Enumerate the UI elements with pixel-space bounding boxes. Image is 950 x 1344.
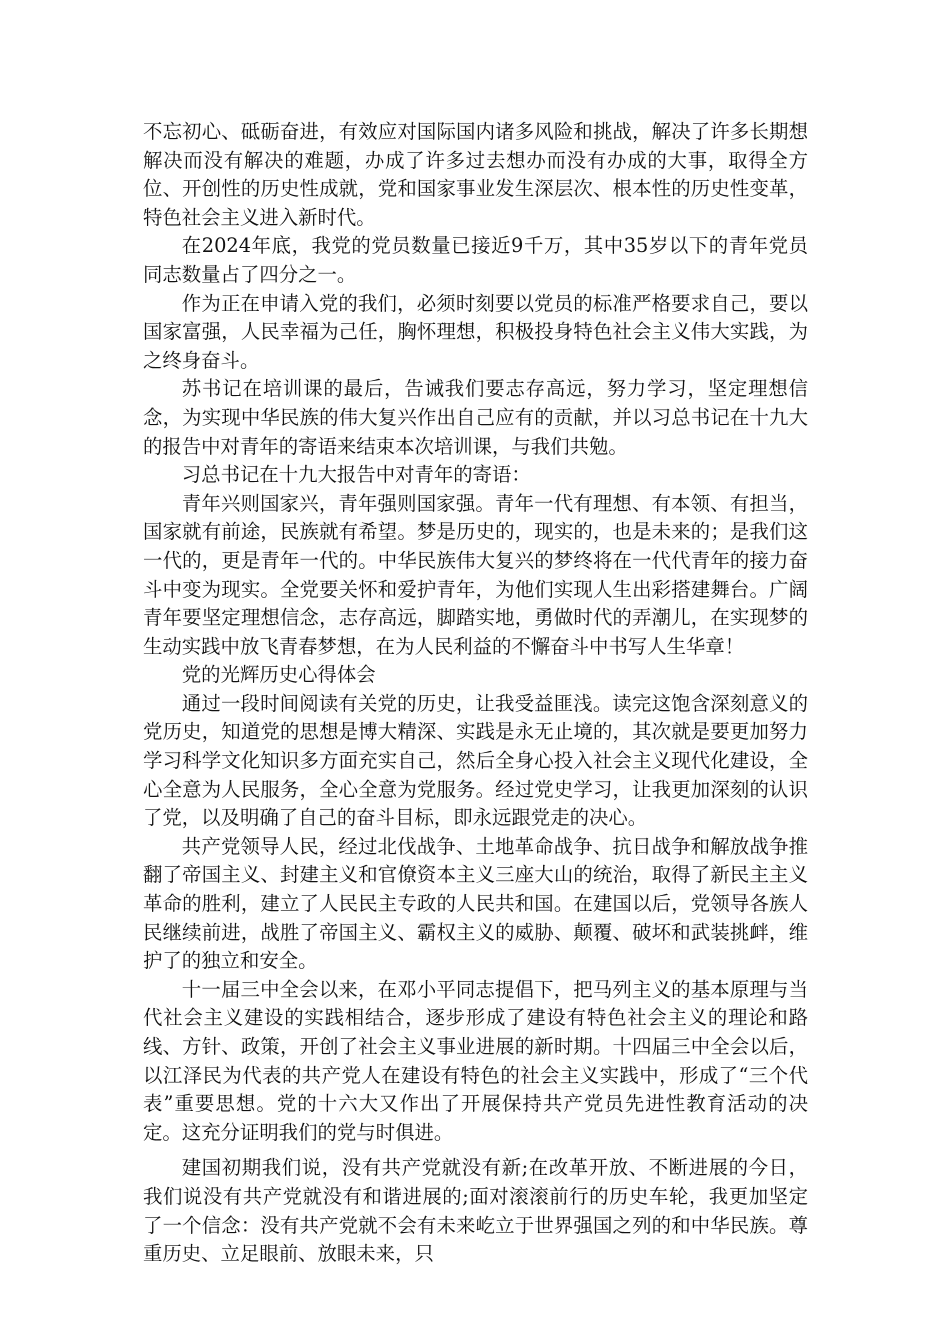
paragraph-6: 青年兴则国家兴，青年强则国家强。青年一代有理想、有本领、有担当，国家就有前途，民族就有希望。梦是历史的，现实的，也是未来的；是我们这一代的，更是青年一代的。中华民族伟大复兴的梦终将在一代代青年的接力奋斗中变为现实。全党要关怀和爱护青年，为他们实现人生出彩搭建舞台。广阔青年要坚定理想信念，志存高远，脚踏实地，勇做时代的弄潮儿，在实现梦的生动实践中放飞青春梦想，在为人民利益的不懈奋斗中书写人生华章！ — [143, 491, 808, 658]
paragraph-4: 苏书记在培训课的最后，告诫我们要志存高远，努力学习，坚定理想信念，为实现中华民族的伟大复兴作出自己应有的贡献，并以习总书记在十九大的报告中对青年的寄语来结束本次培训课，与我们共勉。 — [143, 377, 808, 458]
paragraph-3: 作为正在申请入党的我们，必须时刻要以党员的标准严格要求自己，要以国家富强，人民幸福为己任，胸怀理想，积极投身特色社会主义伟大实践，为之终身奋斗。 — [143, 291, 808, 372]
paragraph-1: 不忘初心、砥砺奋进，有效应对国际国内诸多风险和挑战，解决了许多长期想解决而没有解决的难题，办成了许多过去想办而没有办成的大事，取得全方位、开创性的历史性成就，党和国家事业发生深层次、根本性的历史性变革，特色社会主义进入新时代。 — [143, 120, 808, 229]
paragraph-10: 建国初期我们说，没有共产党就没有新;在改革开放、不断进展的今日，我们说没有共产党就没有和谐进展的;面对滚滚前行的历史车轮，我更加坚定了一个信念：没有共产党就不会有未来屹立于世界强国之列的和中华民族。尊重历史、立足眼前、放眼未来，只 — [143, 1156, 808, 1266]
document-body — [143, 118, 808, 1269]
paragraph-9: 十一届三中全会以来，在邓小平同志提倡下，把马列主义的基本原理与当代社会主义建设的实践相结合，逐步形成了建设有特色社会主义的理论和路线、方针、政策，开创了社会主义事业进展的新时期。十四届三中全会以后，以江泽民为代表的共产党人在建设有特色的社会主义实践中，形成了“三个代表”重要思想。党的十六大又作出了开展保持共产党员先进性教育活动的决定。这充分证明我们的党与时俱进。 — [143, 977, 808, 1144]
section-heading: 党的光辉历史心得体会 — [181, 663, 376, 687]
paragraph-7: 通过一段时间阅读有关党的历史，让我受益匪浅。读完这饱含深刻意义的党历史，知道党的思想是博大精深、实践是永无止境的，其次就是要更加努力学习科学文化知识多方面充实自己，然后全身心投入社会主义现代化建设，全心全意为人民服务，全心全意为党服务。经过党史学习，让我更加深刻的认识了党，以及明确了自己的奋斗目标，即永远跟党走的决心。 — [143, 691, 808, 830]
paragraph-5: 习总书记在十九大报告中对青年的寄语： — [181, 463, 531, 487]
paragraph-2: 在2024年底，我党的党员数量已接近9千万，其中35岁以下的青年党员同志数量占了四分之一。 — [143, 234, 808, 286]
paragraph-8: 共产党领导人民，经过北伐战争、土地革命战争、抗日战争和解放战争推翻了帝国主义、封建主义和官僚资本主义三座大山的统治，取得了新民主主义革命的胜利，建立了人民民主专政的人民共和国。在建国以后，党领导各族人民继续前进，战胜了帝国主义、霸权主义的威胁、颠覆、破坏和武装挑衅，维护了的独立和安全。 — [143, 834, 808, 973]
